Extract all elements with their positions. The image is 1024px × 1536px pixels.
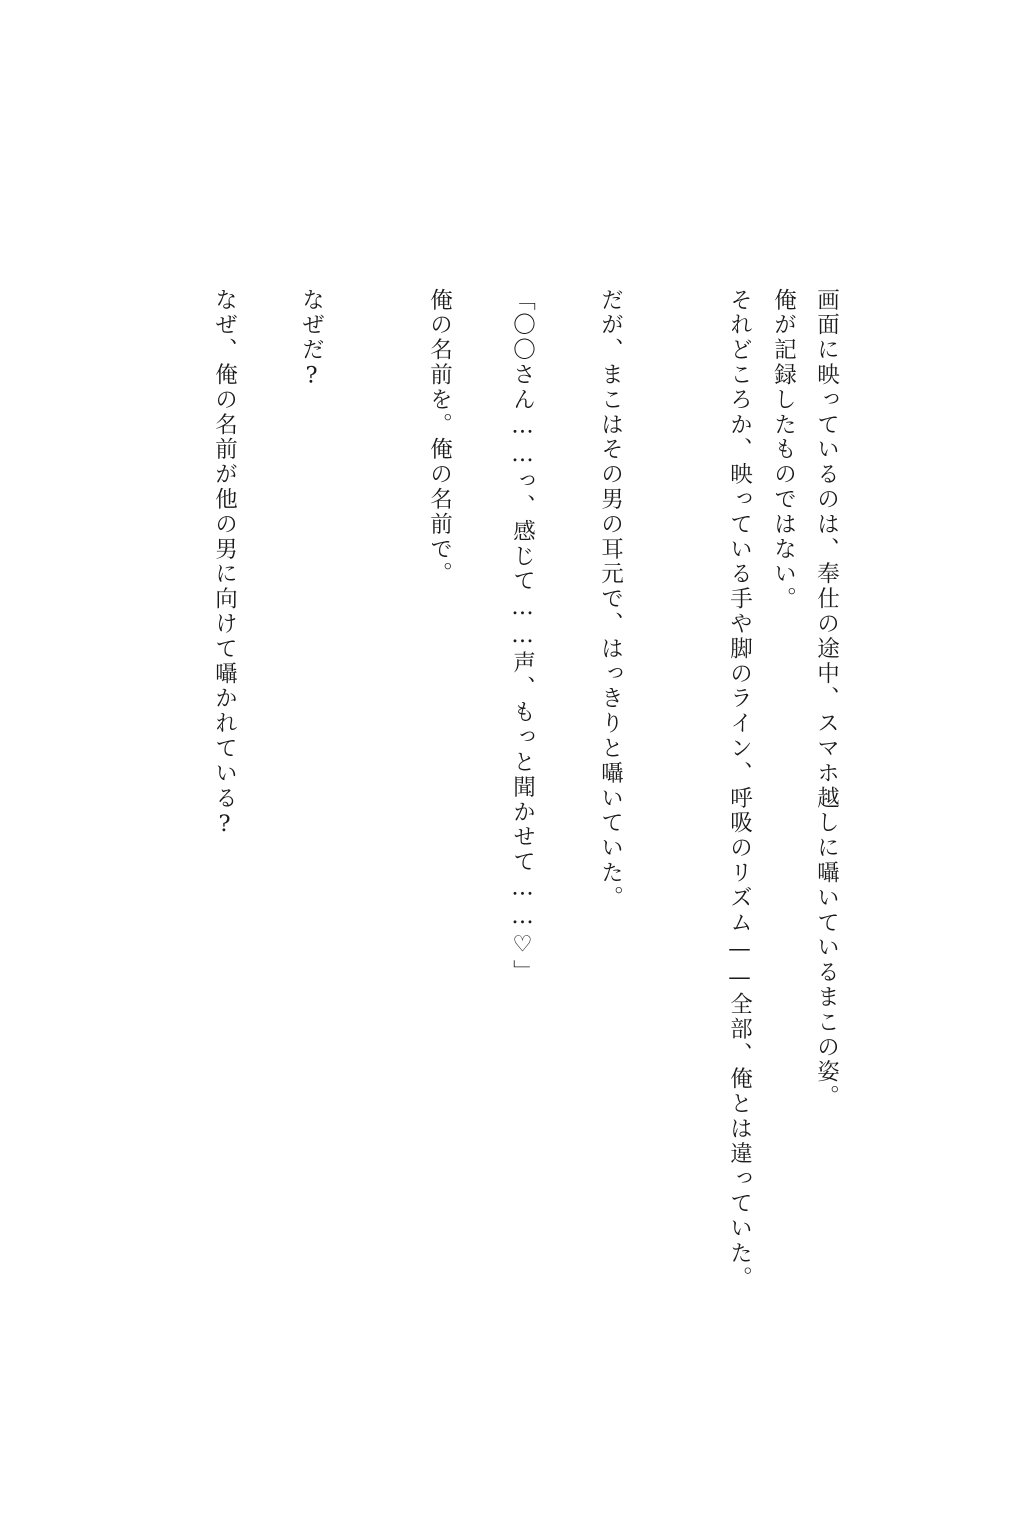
text-line: それどころか、映っている手や脚のライン、呼吸のリズム——全部、俺とは違っていた。 <box>726 288 753 1291</box>
text-line: 俺が記録したものではない。 <box>770 288 797 612</box>
text-line: だが、まこはその男の耳元で、はっきりと囁いていた。 <box>597 288 624 911</box>
text-line: 画面に映っているのは、奉仕の途中、スマホ越しに囁いているまこの姿。 <box>813 288 840 1110</box>
text-line: なぜ、俺の名前が他の男に向けて囁かれている? <box>211 288 238 840</box>
text-line: 俺の名前を。俺の名前で。 <box>426 288 453 587</box>
dialogue-line: 「〇〇さん……っ、感じて……声、もっと聞かせて……♡」 <box>509 288 536 985</box>
text-line: なぜだ? <box>298 288 325 392</box>
